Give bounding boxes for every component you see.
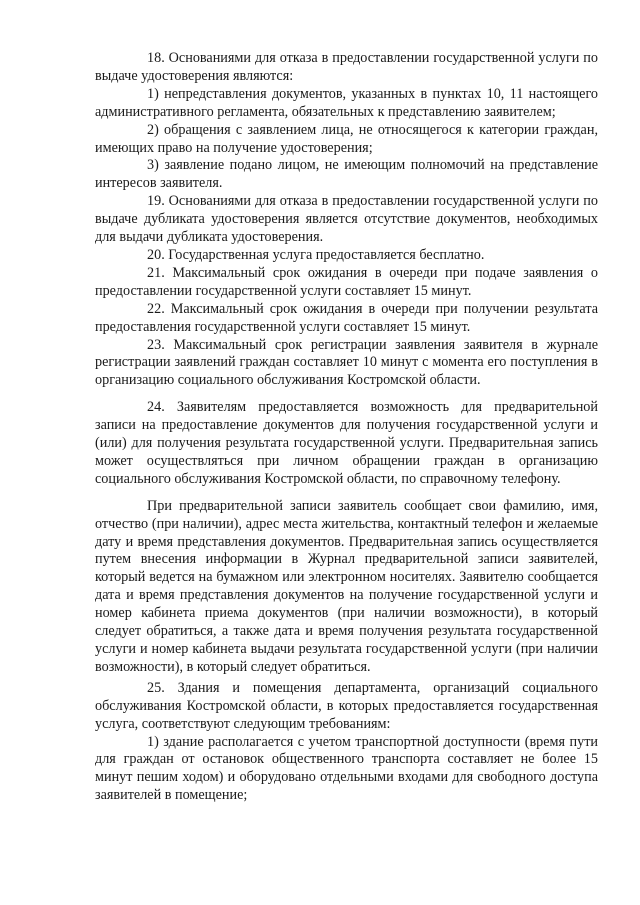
paragraph-18: 18. Основаниями для отказа в предоставлении государственной услуги по выдаче удостоверения являются: — [95, 50, 598, 84]
paragraph-25-item-1: 1) здание располагается с учетом транспортной доступности (время пути для граждан от остановок общественного транспорта составляет не более 15 минут пешим ходом) и оборудовано отдельными входами для свободного доступа заявителей в помещение; — [95, 733, 598, 804]
paragraph-18-item-1: 1) непредставления документов, указанных в пунктах 10, 11 настоящего административного регламента, обязательных к представлению заявителем; — [95, 85, 598, 120]
paragraph-25: 25. Здания и помещения департамента, организаций социального обслуживания Костромской области, в которых предоставляется государственная услуга, соответствуют следующим требованиям: — [95, 679, 598, 732]
paragraph-20: 20. Государственная услуга предоставляется бесплатно. — [147, 246, 485, 263]
paragraph-23: 23. Максимальный срок регистрации заявления заявителя в журнале регистрации заявлений граждан составляет 10 минут с момента его поступления в организацию социального обслуживания Костромской области. — [95, 336, 598, 389]
paragraph-24: 24. Заявителям предоставляется возможность для предварительной записи на предоставление документов для получения государственной услуги и (или) для получения результата государственной услуги. Предварительная запись может осуществляться при личном обращении граждан в организацию социального обслуживания Костромской области, по справочному телефону. — [95, 399, 598, 487]
document-page — [95, 50, 598, 805]
paragraph-19: 19. Основаниями для отказа в предоставлении государственной услуги по выдаче дубликата удостоверения является отсутствие документов, необходимых для выдачи дубликата удостоверения. — [95, 193, 598, 246]
paragraph-18-item-2: 2) обращения с заявлением лица, не относящегося к категории граждан, имеющих право на получение удостоверения; — [95, 121, 598, 156]
paragraph-21: 21. Максимальный срок ожидания в очереди при подаче заявления о предоставлении государственной услуги составляет 15 минут. — [95, 264, 598, 299]
paragraph-24-preregistration: При предварительной записи заявитель сообщает свои фамилию, имя, отчество (при наличии), адрес места жительства, контактный телефон и желаемые дату и время представления документов. Предварительная запись осуществляется путем внесения информации в Журнал предварительной записи заявителей, который ведется на бумажном или электронном носителях. Заявителю сообщается дата и время представления документов на получение государственной услуги и номер кабинета приема документов (при наличии возможности), в который следует обратиться, а также дата и время получения результата государственной услуги и номер кабинета выдачи результата государственной услуги (при наличии возможности), в который следует обратиться. — [95, 497, 598, 675]
paragraph-22: 22. Максимальный срок ожидания в очереди при получении результата предоставления государственной услуги составляет 15 минут. — [95, 300, 598, 335]
paragraph-18-item-3: 3) заявление подано лицом, не имеющим полномочий на представление интересов заявителя. — [95, 157, 598, 192]
